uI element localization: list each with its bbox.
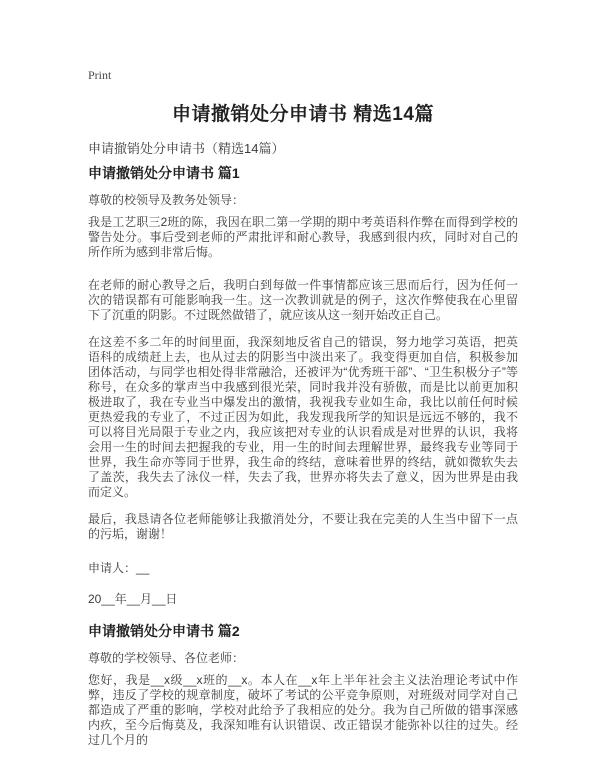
article2-salutation: 尊敬的学校领导、各位老师： (88, 651, 245, 665)
date-line: 20__年__月__日 (88, 592, 178, 606)
article1-paragraph-3: 在这差不多二年的时间里面，我深刻地反省自己的错误，努力地学习英语，把英语科的成绩赶上去，也从过去的阴影当中淡出来了。我变得更加自信，积极参加团体活动，与同学也相处得非常融洽，还被评为“优秀班干部”、“卫生积极分子”等称号，在众多的掌声当中我感到很光荣，同时我并没有骄傲，而是比以前更加积极进取了，我在专业当中爆发出的激情，我视我专业如生命，我比以前任何时候更热爱我的专业了，不过正因为如此，我发现我所学的知识是远远不够的，我不可以将目光局限于专业之内，我应该把对专业的认识看成是对世界的认识，我将会用一生的时间去把握我的专业，用一生的时间去理解世界，最终我专业等同于世界，我生命亦等同于世界，我生命的终结，意味着世界的终结，就如微软失去了盖茨，我失去了泳仪一样，失去了我，世界亦将失去了意义，因为世界是由我而定义。 (88, 335, 518, 499)
article1-heading: 申请撤销处分申请书 篇1 (88, 165, 240, 181)
page-title: 申请撤销处分申请书 精选14篇 (172, 104, 434, 125)
article1-paragraph-4: 最后，我恳请各位老师能够让我撤消处分，不要让我在完美的人生当中留下一点的污垢，谢谢！ (88, 512, 518, 541)
doc-subtitle: 申请撤销处分申请书（精选14篇） (88, 141, 285, 156)
article2-paragraph-1: 您好，我是__x级__x班的__x。本人在__x年上半年社会主义法治理论考试中作弊，违反了学校的规章制度，破坏了考试的公平竞争原则，对班级对同学对自己都造成了严重的影响，学校对此给予了我相应的处分。我为自己所做的错事深感内疚，至今后悔莫及，我深知唯有认识错误、改正错误才能弥补以往的过失。经过几个月的 (88, 673, 518, 747)
print-link[interactable]: Print (88, 68, 112, 82)
article1-paragraph-2: 在老师的耐心教导之后，我明白到每做一件事情都应该三思而后行，因为任何一次的错误都有可能影响我一生。这一次教训就是的例子，这次作弊使我在心里留下了沉重的阴影。不过既然做错了，就应该从这一刻开始改正自己。 (88, 278, 518, 322)
applicant-signature-line: 申请人：__ (88, 561, 150, 575)
article2-heading: 申请撤销处分申请书 篇2 (88, 623, 240, 639)
article1-salutation: 尊敬的校领导及教务处领导： (88, 193, 245, 207)
article1-paragraph-1: 我是工艺职三2班的陈，我因在职二第一学期的期中考英语科作弊在而得到学校的警告处分。事后受到老师的严肃批评和耐心教导，我感到很内疚，同时对自己的所作所为感到非常后悔。 (88, 215, 518, 259)
